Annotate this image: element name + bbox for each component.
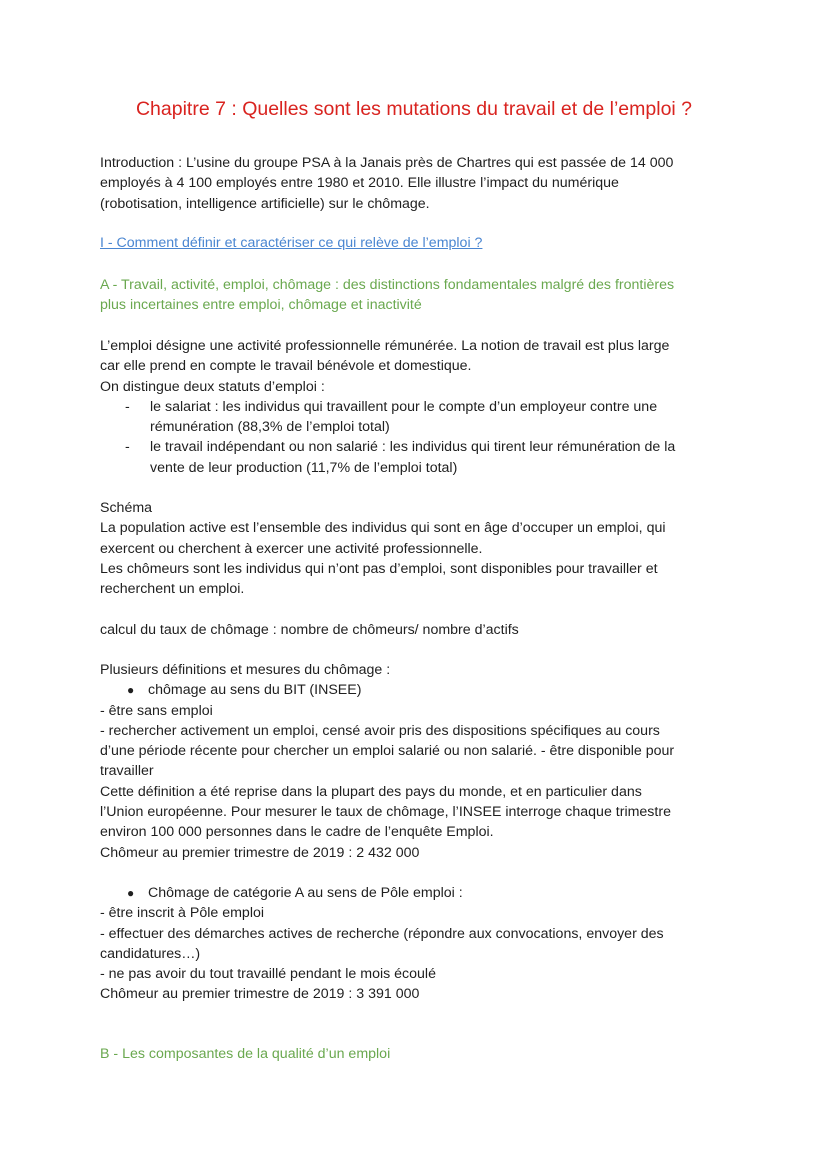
intro-line: employés à 4 100 employés entre 1980 et 2010. Elle illustre l’impact du numérique — [100, 175, 619, 192]
list-item-line: le travail indépendant ou non salarié : les individus qui tirent leur rémunération de la — [150, 439, 676, 456]
intro-line: (robotisation, intelligence artificielle) sur le chômage. — [100, 195, 430, 212]
schema-line: Les chômeurs sont les individus qui n’ont pas d’emploi, sont disponibles pour travailler et — [100, 560, 658, 577]
bit-line: travailler — [100, 763, 154, 780]
pole-line: Chômeur au premier trimestre de 2019 : 3 391 000 — [100, 986, 420, 1003]
pole-bullet-text: Chômage de catégorie A au sens de Pôle emploi : — [148, 885, 463, 901]
definitions-block — [100, 660, 750, 863]
emploi-line: car elle prend en compte le travail bénévole et domestique. — [100, 358, 472, 375]
section-b-heading — [100, 1044, 750, 1064]
schema-line: recherchent un emploi. — [100, 581, 245, 598]
list-item-independant — [100, 437, 750, 478]
schema-line: exercent ou cherchent à exercer une activité professionnelle. — [100, 540, 483, 557]
calcul-text: calcul du taux de chômage : nombre de chômeurs/ nombre d’actifs — [100, 622, 519, 638]
pole-bullet-item — [100, 883, 750, 903]
chapter-title: Chapitre 7 : Quelles sont les mutations du travail et de l’emploi ? — [135, 98, 693, 120]
introduction-paragraph — [100, 153, 750, 214]
pole-line: - effectuer des démarches actives de recherche (répondre aux convocations, envoyer des — [100, 925, 664, 942]
dash-marker: - — [125, 398, 130, 415]
emploi-line: On distingue deux statuts d’emploi : — [100, 378, 325, 395]
pole-line: - être inscrit à Pôle emploi — [100, 905, 265, 922]
bit-bullet-item — [100, 680, 750, 700]
list-item-line: le salariat : les individus qui travaillent pour le compte d’un employeur contre une — [150, 398, 658, 415]
list-item-line: vente de leur production (11,7% de l’emploi total) — [150, 459, 458, 476]
schema-block — [100, 498, 750, 599]
bullet-marker: ● — [127, 886, 135, 900]
list-item-line: rémunération (88,3% de l’emploi total) — [150, 419, 390, 436]
statuts-list — [100, 397, 750, 478]
emploi-line: L’emploi désigne une activité professionnelle rémunérée. La notion de travail est plus large — [100, 338, 670, 354]
dash-marker: - — [125, 439, 130, 456]
emploi-definition-block — [100, 336, 750, 478]
pole-emploi-block — [100, 883, 750, 1005]
bullet-marker: ● — [127, 683, 135, 698]
bit-bullet-text: chômage au sens du BIT (INSEE) — [148, 682, 362, 699]
definitions-intro: Plusieurs définitions et mesures du chômage : — [100, 662, 391, 678]
bit-line: environ 100 000 personnes dans le cadre de l’enquête Emploi. — [100, 824, 494, 841]
pole-line: - ne pas avoir du tout travaillé pendant le mois écoulé — [100, 966, 436, 983]
calcul-line — [100, 620, 750, 640]
section-a-heading-line: plus incertaines entre emploi, chômage et inactivité — [100, 297, 422, 314]
section-i-link[interactable]: I - Comment définir et caractériser ce qui relève de l’emploi ? — [100, 235, 483, 251]
schema-label: Schéma — [100, 500, 153, 516]
section-b-heading-text: B - Les composantes de la qualité d’un emploi — [100, 1046, 391, 1062]
section-a-heading-line: A - Travail, activité, emploi, chômage : des distinctions fondamentales malgré des frontières — [100, 277, 675, 293]
list-item-salariat — [100, 397, 750, 438]
pole-line: candidatures…) — [100, 945, 201, 962]
bit-line: - être sans emploi — [100, 702, 213, 719]
bit-line: Chômeur au premier trimestre de 2019 : 2 432 000 — [100, 844, 420, 861]
intro-line: Introduction : L’usine du groupe PSA à la Janais près de Chartres qui est passée de 14 000 — [100, 155, 674, 171]
schema-line: La population active est l’ensemble des individus qui sont en âge d’occuper un emploi, qui — [100, 520, 666, 537]
bit-line: l’Union européenne. Pour mesurer le taux de chômage, l’INSEE interroge chaque trimestre — [100, 804, 671, 821]
section-a-heading — [100, 275, 750, 316]
bit-line: Cette définition a été reprise dans la plupart des pays du monde, et en particulier dans — [100, 783, 642, 800]
bit-line: d’une période récente pour chercher un emploi salarié ou non salarié. - être disponible pour — [100, 743, 675, 760]
bit-line: - rechercher activement un emploi, censé avoir pris des dispositions spécifiques au cours — [100, 722, 660, 739]
